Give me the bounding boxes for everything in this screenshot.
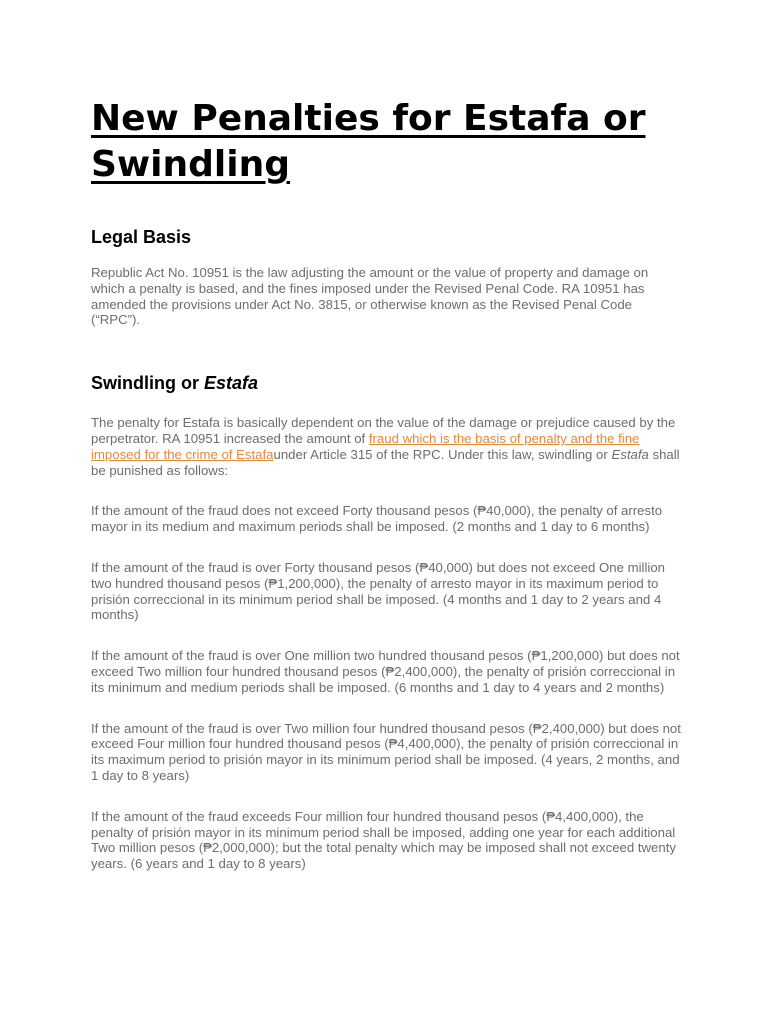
swindling-heading-prefix: Swindling or	[91, 373, 204, 394]
legal-basis-paragraph: Republic Act No. 10951 is the law adjusting the amount or the value of property and damage on which a penalty is based, and the fines imposed under the Revised Penal Code. RA 10951 has amended the provisions under Act No. 3815, or otherwise known as the Revised Penal Code (“RPC”).	[91, 265, 649, 328]
penalty-intro-continuation: under Article 315 of the RPC. Under this law, swindling or	[273, 446, 612, 462]
penalty-rule-paragraph: If the amount of the fraud is over Two million four hundred thousand pesos (₱2,400,000) but does not exceed Four million four hundred thousand pesos (₱4,400,000), the penalty of prisión correccional in its maximum period to prisión mayor in its minimum period shall be imposed. (4 years, 2 months, and 1 day to 8 years)	[91, 720, 681, 783]
penalty-rule-paragraph: If the amount of the fraud exceeds Four million four hundred thousand pesos (₱4,400,000), the penalty of prisión mayor in its minimum period shall be imposed, adding one year for each additional Two million pesos (₱2,000,000); but the total penalty which may be imposed shall not exceed twenty years. (6 years and 1 day to 8 years)	[91, 808, 676, 872]
legal-basis-heading: Legal Basis	[91, 227, 192, 247]
penalty-intro-paragraph	[91, 415, 681, 478]
penalty-intro-italic: Estafa	[611, 446, 649, 462]
document-page	[91, 96, 681, 872]
penalty-intro-text: The penalty for Estafa is basically dependent on the value of the damage or prejudice caused by the perpetrator. RA 10951 increased the amount of	[91, 415, 676, 446]
swindling-heading	[91, 372, 681, 394]
page-title: New Penalties for Estafa or Swindling	[91, 98, 646, 185]
swindling-heading-italic: Estafa	[204, 373, 259, 394]
penalty-intro-end: shall be punished as follows:	[91, 446, 680, 478]
penalty-rule-paragraph: If the amount of the fraud is over One million two hundred thousand pesos (₱1,200,000) but does not exceed Two million four hundred thousand pesos (₱2,400,000), the penalty of prisión correccional in its minimum and medium periods shall be imposed. (6 months and 1 day to 4 years and 2 months)	[91, 648, 680, 695]
penalty-rule-paragraph: If the amount of the fraud does not exceed Forty thousand pesos (₱40,000), the penalty of arresto mayor in its medium and maximum periods shall be imposed. (2 months and 1 day to 6 months)	[91, 503, 663, 535]
penalty-rule-paragraph: If the amount of the fraud is over Forty thousand pesos (₱40,000) but does not exceed One million two hundred thousand pesos (₱1,200,000), the penalty of arresto mayor in its maximum period to prisión correccional in its minimum period shall be imposed. (4 months and 1 day to 2 years and 4 months)	[91, 559, 665, 623]
fraud-basis-link[interactable]: fraud which is the basis of penalty and the fine imposed for the crime of Estafa	[91, 430, 640, 462]
